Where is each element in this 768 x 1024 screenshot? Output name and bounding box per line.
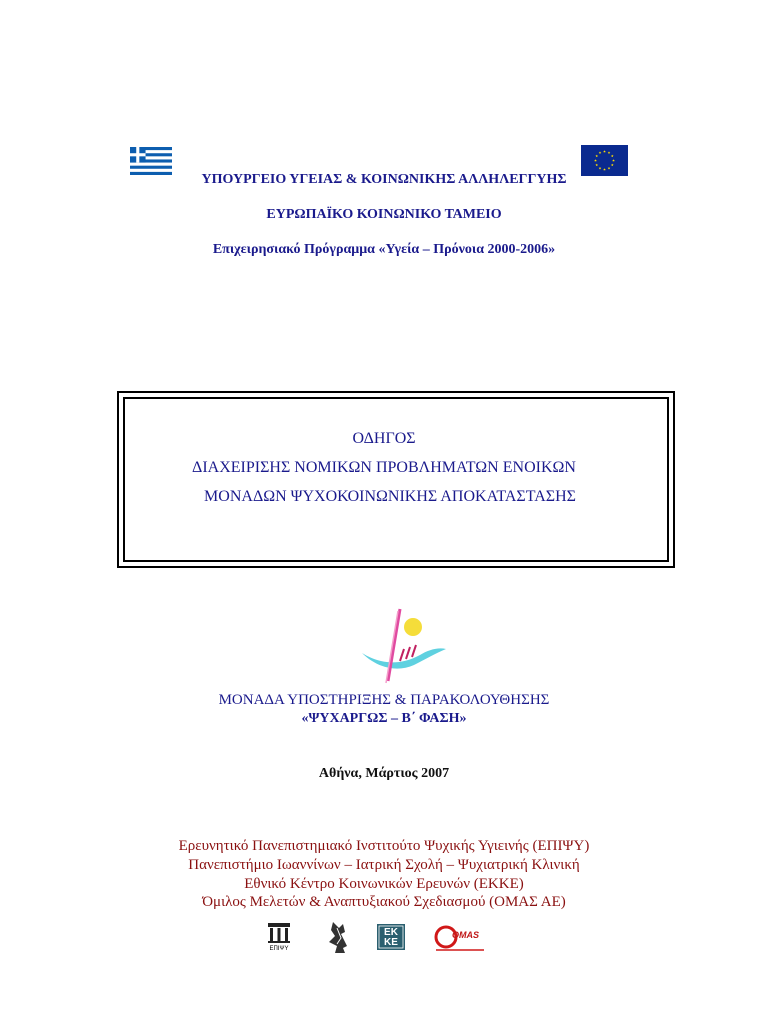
title-frame bbox=[117, 391, 675, 568]
ekke-logo bbox=[376, 920, 406, 954]
institution-ioannina: Πανεπιστήμιο Ιωαννίνων – Ιατρική Σχολή – Ψυχιατρική Κλινική bbox=[188, 857, 580, 873]
document-title-line-3: ΜΟΝΑΔΩΝ ΨΥΧΟΚΟΙΝΩΝΙΚΗΣ ΑΠΟΚΑΤΑΣΤΑΣΗΣ bbox=[204, 488, 576, 505]
institution-ekke: Εθνικό Κέντρο Κοινωνικών Ερευνών (ΕΚΚΕ) bbox=[244, 876, 524, 892]
institution-omas: Όμιλος Μελετών & Αναπτυξιακού Σχεδιασμού (ΟΜΑΣ ΑΕ) bbox=[202, 894, 566, 910]
support-unit-line-1: ΜΟΝΑΔΑ ΥΠΟΣΤΗΡΙΞΗΣ & ΠΑΡΑΚΟΛΟΥΘΗΣΗΣ bbox=[218, 692, 550, 708]
greek-flag-icon bbox=[127, 147, 175, 175]
ekke-logo-text: EK KE bbox=[384, 927, 398, 948]
ministry-heading: ΥΠΟΥΡΓΕΙΟ ΥΓΕΙΑΣ & ΚΟΙΝΩΝΙΚΗΣ ΑΛΛΗΛΕΓΓΥΗΣ bbox=[201, 172, 567, 187]
document-title-line-1: ΟΔΗΓΟΣ bbox=[352, 430, 416, 447]
title-frame-inner bbox=[123, 397, 669, 562]
epipsy-logo-text: ΕΠΙΨΥ bbox=[269, 946, 289, 952]
ioannina-university-logo bbox=[325, 920, 351, 954]
programme-heading: Επιχειρησιακό Πρόγραμμα «Υγεία – Πρόνοια 2000-2006» bbox=[212, 242, 556, 257]
psychargos-logo bbox=[358, 605, 450, 685]
omas-logo-text: OMAS bbox=[452, 930, 479, 940]
place-date: Αθήνα, Μάρτιος 2007 bbox=[318, 766, 450, 781]
fund-heading: ΕΥΡΩΠΑΪΚΟ ΚΟΙΝΩΝΙΚΟ ΤΑΜΕΙΟ bbox=[266, 207, 502, 222]
institution-epipsy: Ερευνητικό Πανεπιστημιακό Ινστιτούτο Ψυχικής Υγιεινής (ΕΠΙΨΥ) bbox=[178, 838, 590, 854]
epipsy-logo bbox=[265, 920, 293, 954]
support-unit-line-2: «ΨΥΧΑΡΓΩΣ – Β΄ ΦΑΣΗ» bbox=[301, 711, 467, 726]
omas-logo bbox=[434, 920, 486, 954]
document-title-line-2: ΔΙΑΧΕΙΡΙΣΗΣ ΝΟΜΙΚΩΝ ΠΡΟΒΛΗΜΑΤΩΝ ΕΝΟΙΚΩΝ bbox=[192, 459, 576, 476]
